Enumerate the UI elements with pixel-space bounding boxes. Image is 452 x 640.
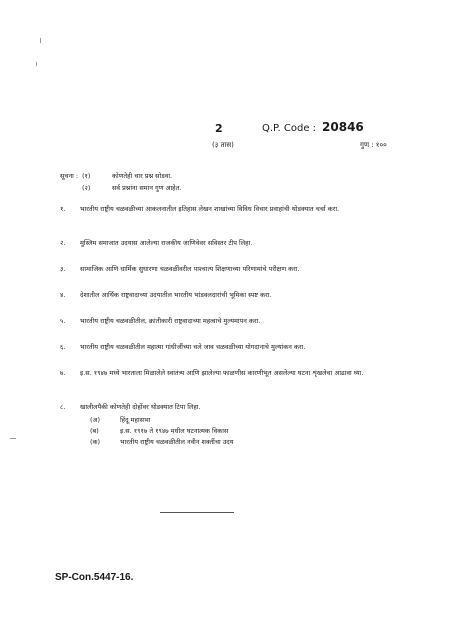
scan-mark xyxy=(40,38,41,43)
question-text: भारतीय राष्ट्रीय चळवळीतील, क्रांतीकारी राष्ट्रवादाच्या महत्वाचे मुल्यमापन करा. xyxy=(80,317,261,325)
scan-mark xyxy=(36,62,37,66)
subquestion-item xyxy=(90,437,400,448)
subquestion-text: इ.स. १९१७ ते १९४७ मधील घटनात्मक विकास xyxy=(120,427,229,435)
question-item xyxy=(60,265,400,291)
subquestion-item xyxy=(90,415,400,426)
question-list xyxy=(60,205,400,448)
question-text: देशातील आर्थिक राष्ट्रवादाच्या उदयातील भारतीय भांडवलदारांची भूमिका स्पष्ट करा. xyxy=(80,291,272,299)
question-text: भारतीय राष्ट्रीय चळवळीतील महात्मा गांधीजींच्या चले जाव चळवळीच्या योगदानाचे मुल्यांकन करा. xyxy=(80,343,306,351)
scan-mark xyxy=(10,438,16,439)
instruction-item xyxy=(60,182,181,194)
subquestion-list xyxy=(90,415,400,448)
question-text: इ.स. १९४७ मध्ये भारताला मिळालेले स्वातंत्र्य आणि झालेल्या फाळणीस कारणीभूत असलेल्या घटना शृंखलेचा आढावा घ्या. xyxy=(80,369,364,377)
subquestion-label: (ब) xyxy=(90,427,99,435)
question-item xyxy=(60,291,400,317)
qp-code-value: 20846 xyxy=(322,120,364,134)
question-number: ८. xyxy=(60,403,66,411)
question-number: १. xyxy=(60,205,66,213)
qp-code-line xyxy=(262,120,364,134)
question-number: ४. xyxy=(60,291,66,299)
question-text: मुस्लिम समाजात उदयास आलेल्या राजकीय जाणिवेवर सविस्तर टीप लिहा. xyxy=(80,239,253,247)
subquestion-label: (क) xyxy=(90,438,101,446)
question-text: भारतीय राष्ट्रीय चळवळीच्या आकलनातील इतिहास लेखन शाखांच्या विविध विचार प्रवाहांची थोडक्यात चर्चा करा. xyxy=(80,205,340,213)
instruction-number: (२) xyxy=(82,183,91,192)
question-text: सामाजिक आणि धार्मिक सुधारणा चळवळींवरील पाश्चात्य शिक्षणाच्या परिणामांचे परीक्षण करा. xyxy=(80,265,300,273)
question-item xyxy=(60,239,400,265)
question-item xyxy=(60,205,400,239)
instruction-text: कोणतेही चार प्रश्न सोडवा. xyxy=(112,171,173,180)
instruction-item xyxy=(60,170,181,182)
question-text: खालीलपैकी कोणतेही दोहोंवर थोडक्यात टिपा लिहा. xyxy=(80,403,201,411)
paper-code-footer: SP-Con.5447-16. xyxy=(55,572,134,583)
instructions xyxy=(60,170,181,194)
question-item xyxy=(60,343,400,369)
question-number: २. xyxy=(60,239,66,247)
instructions-label: सूचना : xyxy=(60,171,79,180)
question-item xyxy=(60,317,400,343)
subquestion-item xyxy=(90,426,400,437)
question-number: ३. xyxy=(60,265,66,273)
end-rule xyxy=(160,512,234,513)
question-number: ७. xyxy=(60,369,66,377)
subquestion-label: (अ) xyxy=(90,416,101,424)
question-item xyxy=(60,403,400,415)
exam-duration: (३ तास) xyxy=(212,141,234,149)
question-number: ५. xyxy=(60,317,66,325)
page-number: 2 xyxy=(215,122,223,135)
instruction-number: (१) xyxy=(82,171,91,180)
question-number: ६. xyxy=(60,343,66,351)
subquestion-text: भारतीय राष्ट्रीय चळवळीतील नवीन शक्तींचा उदय xyxy=(120,438,234,446)
total-marks: गुण : १०० xyxy=(360,141,387,149)
question-item xyxy=(60,369,400,403)
subquestion-text: हिंदू महासभा xyxy=(120,416,151,424)
qp-code-label: Q.P. Code : xyxy=(262,123,317,134)
instruction-text: सर्व प्रश्नांना समान गुण आहेत. xyxy=(112,183,182,192)
